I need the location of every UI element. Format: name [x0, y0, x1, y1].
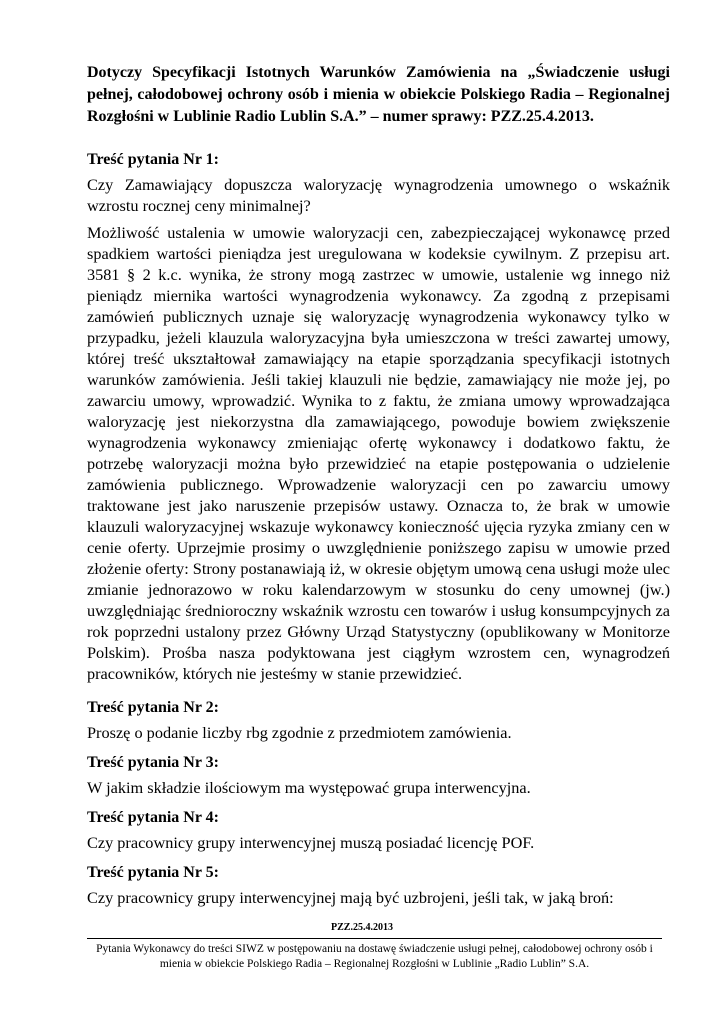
- question-text: Czy pracownicy grupy interwencyjnej mają być uzbrojeni, jeśli tak, w jaką broń:: [87, 888, 614, 907]
- question-text: W jakim składzie ilościowym ma występować grupa interwencyjna.: [87, 778, 531, 797]
- question-heading: Treść pytania Nr 3:: [87, 754, 219, 771]
- answer-text: Możliwość ustalenia w umowie waloryzacji cen, zabezpieczającej wykonawcę przed spadkiem wartości pieniądza jest uregulowana w kodeksie cywilnym. Z przepisu art. 3581 § 2 k.c. wynika, że strony mogą zastrzec w umowie, ustalenie wg innego niż pieniądz miernika wartości wynagrodzenia wykonawcy. Za zgodną z przepisami zamówień publicznych uznaje się waloryzację wynagrodzenia wykonawcy tylko w przypadku, jeżeli klauzula waloryzacyjna była umieszczona w treści zawartej umowy, której treść ukształtował zamawiający na etapie sporządzania specyfikacji istotnych warunków zamówienia. Jeśli takiej klauzuli nie będzie, zamawiający nie może jej, po zawarciu umowy, wprowadzić. Wynika to z faktu, że zmiana umowy wprowadzająca waloryzację jest niekorzystna dla zamawiającego, powoduje bowiem zwiększenie wynagrodzenia wykonawcy zmieniając ofertę wykonawcy i dodatkowo faktu, że potrzebę waloryzacji można było przewidzieć na etapie postępowania o udzielenie zamówienia publicznego. Wprowadzenie waloryzacji cen po zawarciu umowy traktowane jest jako naruszenie przepisów ustawy. Oznacza to, że brak w umowie klauzuli waloryzacyjnej wskazuje wykonawcy konieczność ujęcia ryzyka zmiany cen w cenie oferty. Uprzejmie prosimy o uwzględnienie poniższego zapisu w umowie przed złożenie oferty: Strony postanawiają iż, w okresie objętym umową cena usługi może ulec zmianie jednorazowo w roku kalendarzowym w stosunku do ceny umownej (jw.) uwzględniając średnioroczny wskaźnik wzrostu cen towarów i usług konsumpcyjnych za rok poprzedni ustalony przez Główny Urząd Statystyczny (opublikowany w Monitorze Polskim). Prośba nasza podyktowana jest ciągłym wzrostem cen, wynagrodzeń pracowników, których nie jesteśmy w stanie przewidzieć.: [87, 223, 670, 683]
- question-2: [87, 698, 670, 743]
- footer-divider: [87, 938, 662, 939]
- question-5: [87, 863, 670, 908]
- question-3: [87, 753, 670, 798]
- question-heading: Treść pytania Nr 5:: [87, 864, 219, 881]
- question-text: Proszę o podanie liczby rbg zgodnie z przedmiotem zamówienia.: [87, 723, 512, 742]
- footer-description: Pytania Wykonawcy do treści SIWZ w postępowaniu na dostawę świadczenie usługi pełnej, całodobowej ochrony osób i mienia w obiekcie Polskiego Radia – Regionalnej Rozgłośni w Lublinie „Radio Lublin” S.A.: [96, 943, 653, 970]
- footer-reference: PZZ.25.4.2013: [331, 922, 393, 933]
- question-heading: Treść pytania Nr 4:: [87, 809, 219, 826]
- question-4: [87, 808, 670, 853]
- question-1: [87, 150, 670, 684]
- question-text: Czy pracownicy grupy interwencyjnej muszą posiadać licencję POF.: [87, 833, 535, 852]
- document-title: Dotyczy Specyfikacji Istotnych Warunków Zamówienia na „Świadczenie usługi pełnej, całodobowej ochrony osób i mienia w obiekcie Polskiego Radia – Regionalnej Rozgłośni w Lublinie Radio Lublin S.A.” – numer sprawy: PZZ.25.4.2013.: [87, 64, 670, 125]
- question-text: Czy Zamawiający dopuszcza waloryzację wynagrodzenia umownego o wskaźnik wzrostu rocznej ceny minimalnej?: [87, 175, 670, 215]
- question-heading: Treść pytania Nr 1:: [87, 151, 219, 168]
- question-heading: Treść pytania Nr 2:: [87, 699, 219, 716]
- document-page: [87, 62, 670, 918]
